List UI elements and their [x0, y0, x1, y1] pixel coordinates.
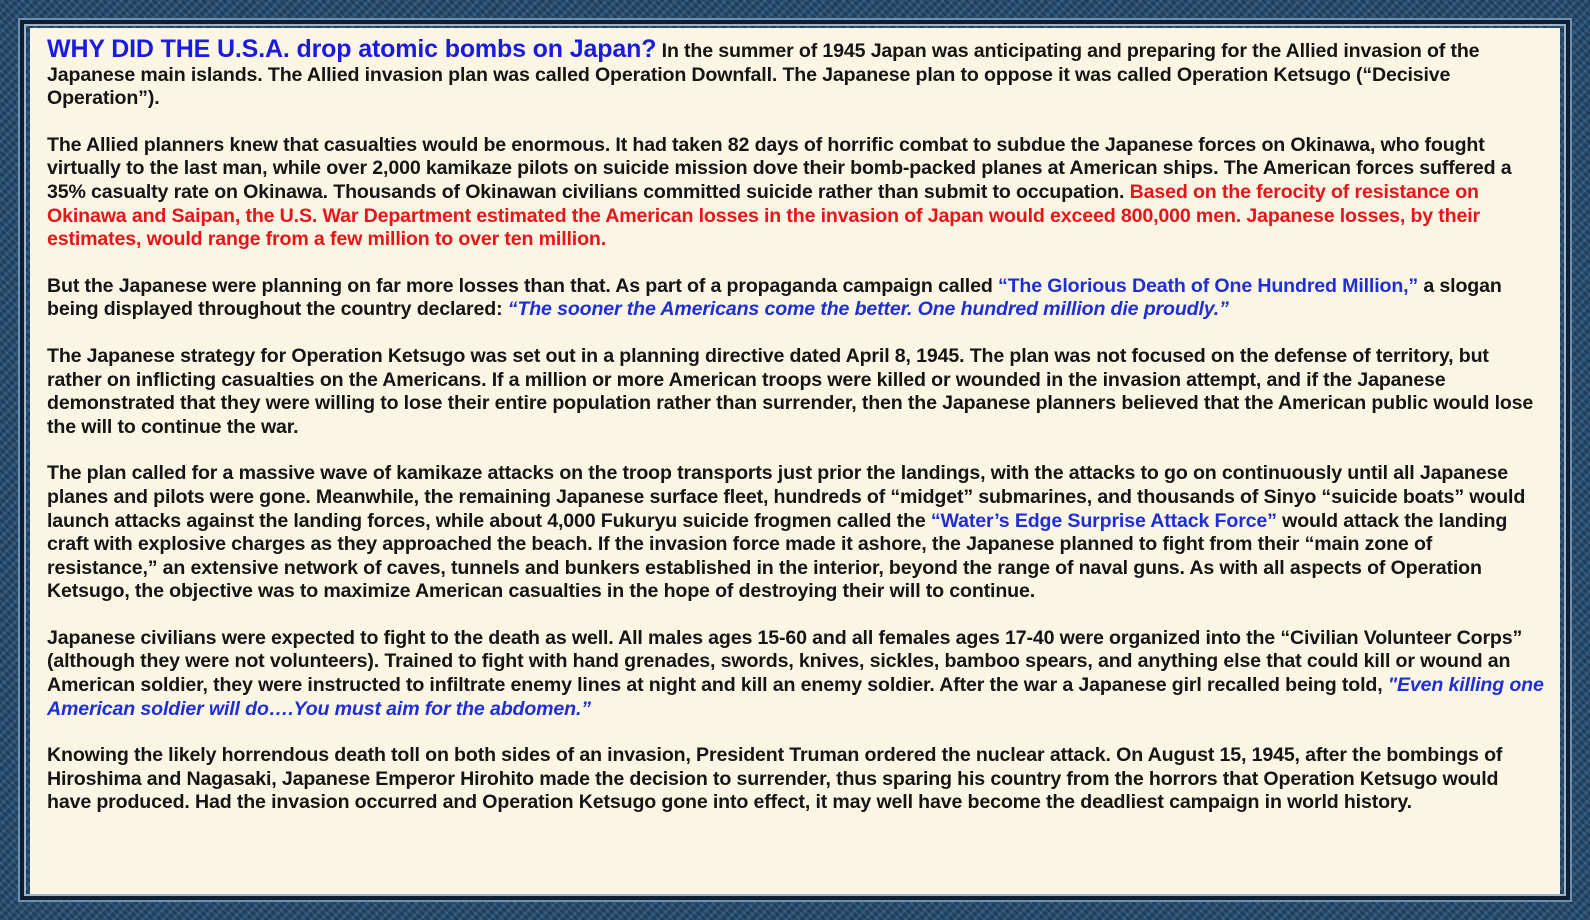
war-department-estimate: Based on the ferocity of resistance on Okinawa and Saipan, the U.S. War Department estimated the American losses in the invasion of Japan would exceed 800,000 men. Japanese losses, by their estimates, would range from a few million to over ten million. — [47, 180, 1481, 251]
frogmen-unit-name: “Water’s Edge Surprise Attack Force” — [930, 509, 1277, 532]
slogan-quote: “The sooner the Americans come the better. One hundred million die proudly.” — [507, 298, 1229, 321]
paragraph-casualties — [47, 134, 1546, 252]
paragraph-intro — [47, 35, 1546, 111]
strategy-text: The Japanese strategy for Operation Ketsugo was set out in a planning directive dated April 8, 1945. The plan was not focused on the defense of territory, but rather on inflicting casualties on the Americans. If a million or more American troops were killed or wounded in the invasion attempt, and if the Japanese demonstrated that they were willing to lose their entire population rather than surrender, then the Japanese planners believed that the American public would lose the will to continue the war. — [47, 344, 1534, 438]
propaganda-text-2: a slogan being displayed throughout the country declared: — [47, 274, 1502, 321]
girl-recollection-quote: "Even killing one American soldier will do….You must aim for the abdomen.” — [47, 674, 1544, 720]
campaign-name: “The Glorious Death of One Hundred Million,” — [997, 274, 1419, 297]
paragraph-plan — [47, 462, 1546, 604]
casualties-text: The Allied planners knew that casualties would be enormous. It had taken 82 days of horrific combat to subdue the Japanese forces on Okinawa, who fought virtually to the last man, while over 2,000 kamikaze pilots on suicide mission dove their bomb-packed planes at American ships. The American forces suffered a 35% casualty rate on Okinawa. Thousands of Okinawan civilians committed suicide rather than submit to occupation. — [47, 133, 1512, 203]
propaganda-text-1: But the Japanese were planning on far more losses than that. As part of a propaganda campaign called — [47, 274, 998, 297]
intro-text: In the summer of 1945 Japan was anticipating and preparing for the Allied invasion of the Japanese main islands. The Allied invasion plan was called Operation Downfall. The Japanese plan to oppose it was called Operation Ketsugo (“Decisive Operation”). — [47, 40, 1480, 110]
civilians-text: Japanese civilians were expected to fight to the death as well. All males ages 15-60 and all females ages 17-40 were organized into the “Civilian Volunteer Corps” (although they were not volunteers). Trained to fight with hand grenades, swords, knives, sickles, bamboo spears, and anything else that could kill or wound an American soldier, they were instructed to infiltrate enemy lines at night and kill an enemy soldier. After the war a Japanese girl recalled being told, — [47, 626, 1523, 697]
paragraph-civilians — [47, 627, 1546, 721]
paragraph-propaganda — [47, 275, 1546, 322]
plan-text-2: would attack the landing craft with explosive charges as they approached the beach. If the invasion force made it ashore, the Japanese planned to fight from their “main zone of resistance,” an extensive network of caves, tunnels and bunkers established in the interior, beyond the range of naval guns. As with all aspects of Operation Ketsugo, the objective was to maximize American casualties in the hope of destroying their will to continue. — [47, 509, 1508, 603]
paragraph-conclusion — [47, 744, 1546, 815]
page-title: WHY DID THE U.S.A. drop atomic bombs on Japan? — [47, 35, 657, 63]
text-panel — [30, 28, 1560, 894]
paragraph-strategy — [47, 345, 1546, 439]
plan-text-1: The plan called for a massive wave of kamikaze attacks on the troop transports just prior the landings, with the attacks to go on continuously until all Japanese planes and pilots were gone. Meanwhile, the remaining Japanese surface fleet, hundreds of “midget” submarines, and thousands of Sinyo “suicide boats” would launch attacks against the landing forces, while about 4,000 Fukuryu suicide frogmen called the — [47, 462, 1526, 532]
conclusion-text: Knowing the likely horrendous death toll on both sides of an invasion, President Truman ordered the nuclear attack. On August 15, 1945, after the bombings of Hiroshima and Nagasaki, Japanese Emperor Hirohito made the decision to surrender, thus sparing his country from the horrors that Operation Ketsugo would have produced. Had the invasion occurred and Operation Ketsugo gone into effect, it may well have become the deadliest campaign in world history. — [47, 744, 1503, 814]
